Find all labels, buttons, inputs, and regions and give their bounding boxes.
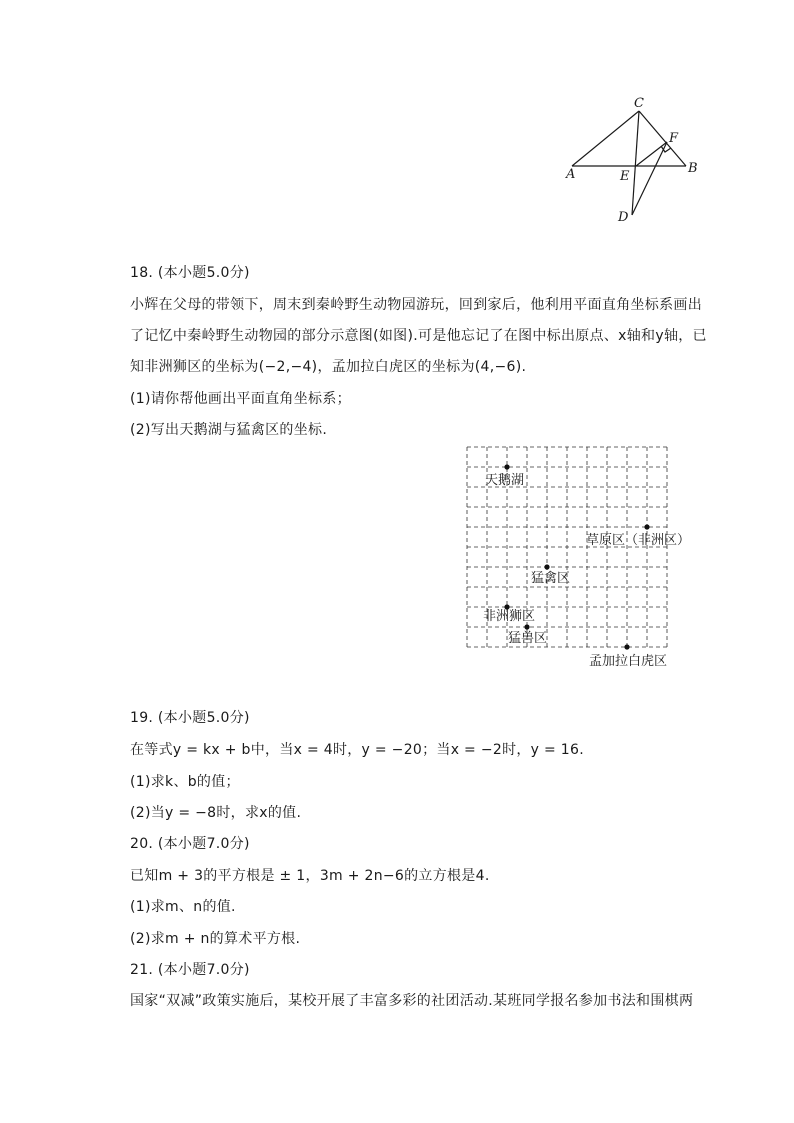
place-point xyxy=(544,564,549,569)
q18-sub-1: (1)请你帮他画出平面直角坐标系； xyxy=(130,391,351,407)
place-label: 猛禽区 xyxy=(531,571,571,586)
geometry-figure xyxy=(558,92,708,227)
label-C: C xyxy=(634,96,644,111)
q20-heading: 20. (本小题7.0分) xyxy=(130,836,250,852)
place-point xyxy=(624,644,629,649)
q18-para-1: 小辉在父母的带领下，周末到秦岭野生动物园游玩，回到家后，他利用平面直角坐标系画出 xyxy=(130,297,702,313)
place-label: 天鹅湖 xyxy=(485,473,525,488)
q19-sub-2: (2)当y = −8时，求x的值. xyxy=(130,805,302,821)
label-D: D xyxy=(618,210,629,225)
place-point xyxy=(524,624,529,629)
label-F: F xyxy=(669,131,679,146)
label-B: B xyxy=(688,161,698,176)
q18-para-3: 知非洲狮区的坐标为(−2,−4)，孟加拉白虎区的坐标为(4,−6). xyxy=(130,359,527,375)
q20-sub-2: (2)求m + n的算术平方根. xyxy=(130,931,301,947)
place-point xyxy=(644,524,649,529)
place-point xyxy=(504,464,509,469)
q21-para-1: 国家“双减”政策实施后，某校开展了丰富多彩的社团活动.某班同学报名参加书法和围棋两 xyxy=(130,993,694,1009)
q18-heading: 18. (本小题5.0分) xyxy=(130,265,250,281)
q19-heading: 19. (本小题5.0分) xyxy=(130,710,250,726)
q18-para-2: 了记忆中秦岭野生动物园的部分示意图(如图).可是他忘记了在图中标出原点、x轴和y轴，已 xyxy=(130,328,707,344)
zoo-map-grid xyxy=(460,440,710,675)
q18-sub-2: (2)写出天鹅湖与猛禽区的坐标. xyxy=(130,422,328,438)
q21-heading: 21. (本小题7.0分) xyxy=(130,962,250,978)
q20-sub-1: (1)求m、n的值. xyxy=(130,899,236,915)
label-E: E xyxy=(620,169,630,184)
q19-para-1: 在等式y = kx + b中，当x = 4时，y = −20；当x = −2时，y = 16. xyxy=(130,742,584,758)
place-label: 猛兽区 xyxy=(508,631,548,646)
place-label: 孟加拉白虎区 xyxy=(589,654,668,669)
place-label: 草原区（非洲区） xyxy=(586,533,691,548)
q19-sub-1: (1)求k、b的值； xyxy=(130,774,240,790)
label-A: A xyxy=(566,167,576,182)
place-label: 非洲狮区 xyxy=(483,609,536,624)
q20-para-1: 已知m + 3的平方根是 ± 1，3m + 2n−6的立方根是4. xyxy=(130,868,490,884)
